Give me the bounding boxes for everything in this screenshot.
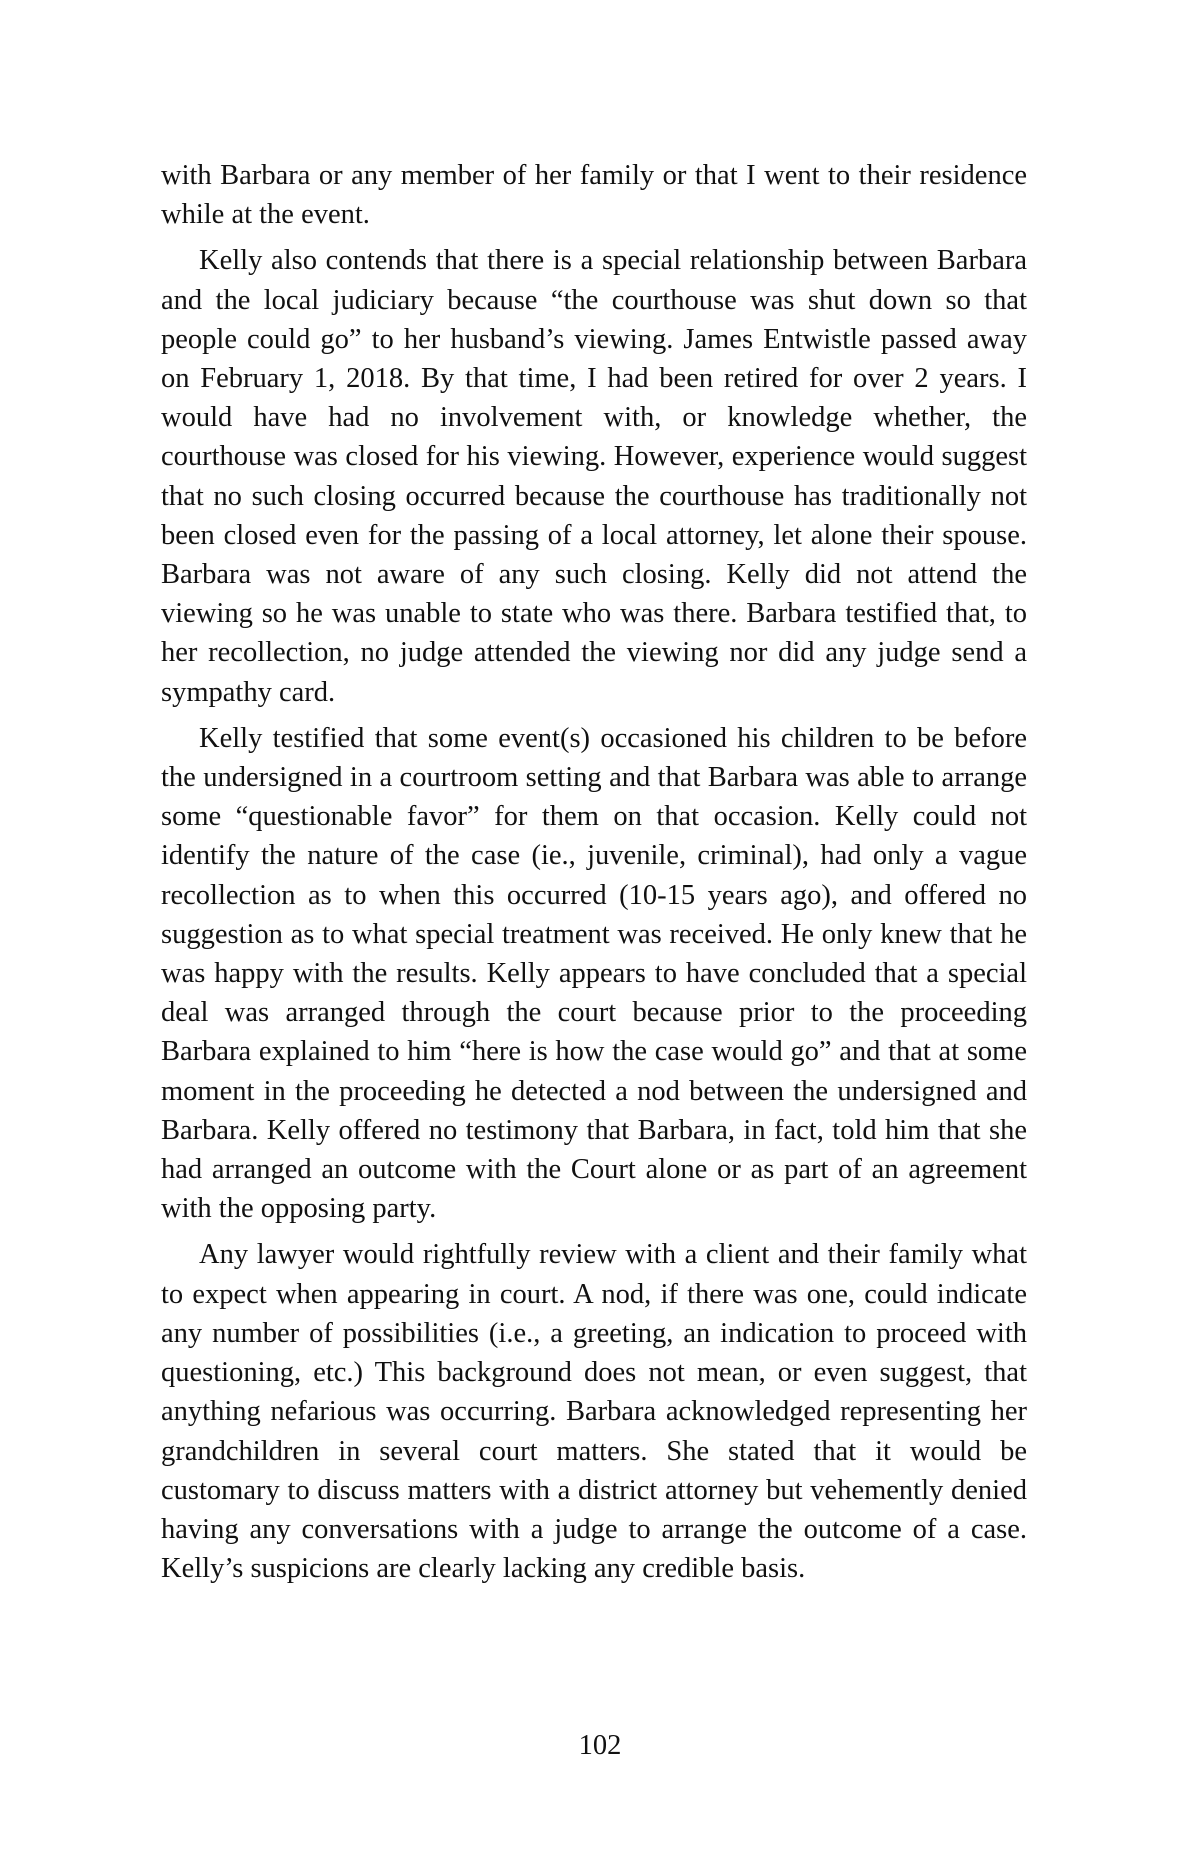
paragraph-courthouse-closing: Kelly also contends that there is a special relationship between Barbara and the local judiciary because “the courthouse was shut down so that people could go” to her husband’s viewing. James Entwistle passed away on February 1, 2018. By that time, I had been retired for over 2 years. I would have had no involvement with, or knowledge whether, the courthouse was closed for his viewing. However, experience would suggest that no such closing occurred because the courthouse has traditionally not been closed even for the passing of a local attorney, let alone their spouse. Barbara was not aware of any such closing. Kelly did not attend the viewing so he was unable to state who was there. Barbara testified that, to her recollection, no judge attended the viewing nor did any judge send a sympathy card. <box>161 245 1027 708</box>
paragraph-children-case: Kelly testified that some event(s) occasioned his children to be before the undersigned in a courtroom setting and that Barbara was able to arrange some “questionable favor” for them on that occasion. Kelly could not identify the nature of the case (ie., juvenile, criminal), had only a vague recollection as to when this occurred (10-15 years ago), and offered no suggestion as to what special treatment was received. He only knew that he was happy with the results. Kelly appears to have concluded that a special deal was arranged through the court because prior to the proceeding Barbara explained to him “here is how the case would go” and that at some moment in the proceeding he detected a nod between the undersigned and Barbara. Kelly offered no testimony that Barbara, in fact, told him that she had arranged an outcome with the Court alone or as part of an agreement with the opposing party. <box>161 722 1027 1225</box>
body-text <box>161 156 1027 1595</box>
paragraph-lawyer-review: Any lawyer would rightfully review with a client and their family what to expect when appearing in court. A nod, if there was one, could indicate any number of possibilities (i.e., a greeting, an indication to proceed with questioning, etc.) This background does not mean, or even suggest, that anything nefarious was occurring. Barbara acknowledged representing her grandchildren in several court matters. She stated that it would be customary to discuss matters with a district attorney but vehemently denied having any conversations with a judge to arrange the outcome of a case. Kelly’s suspicions are clearly lacking any credible basis. <box>161 1239 1027 1585</box>
paragraph-continuation: with Barbara or any member of her family or that I went to their residence while at the event. <box>161 160 1027 231</box>
page-number: 102 <box>578 1730 622 1761</box>
